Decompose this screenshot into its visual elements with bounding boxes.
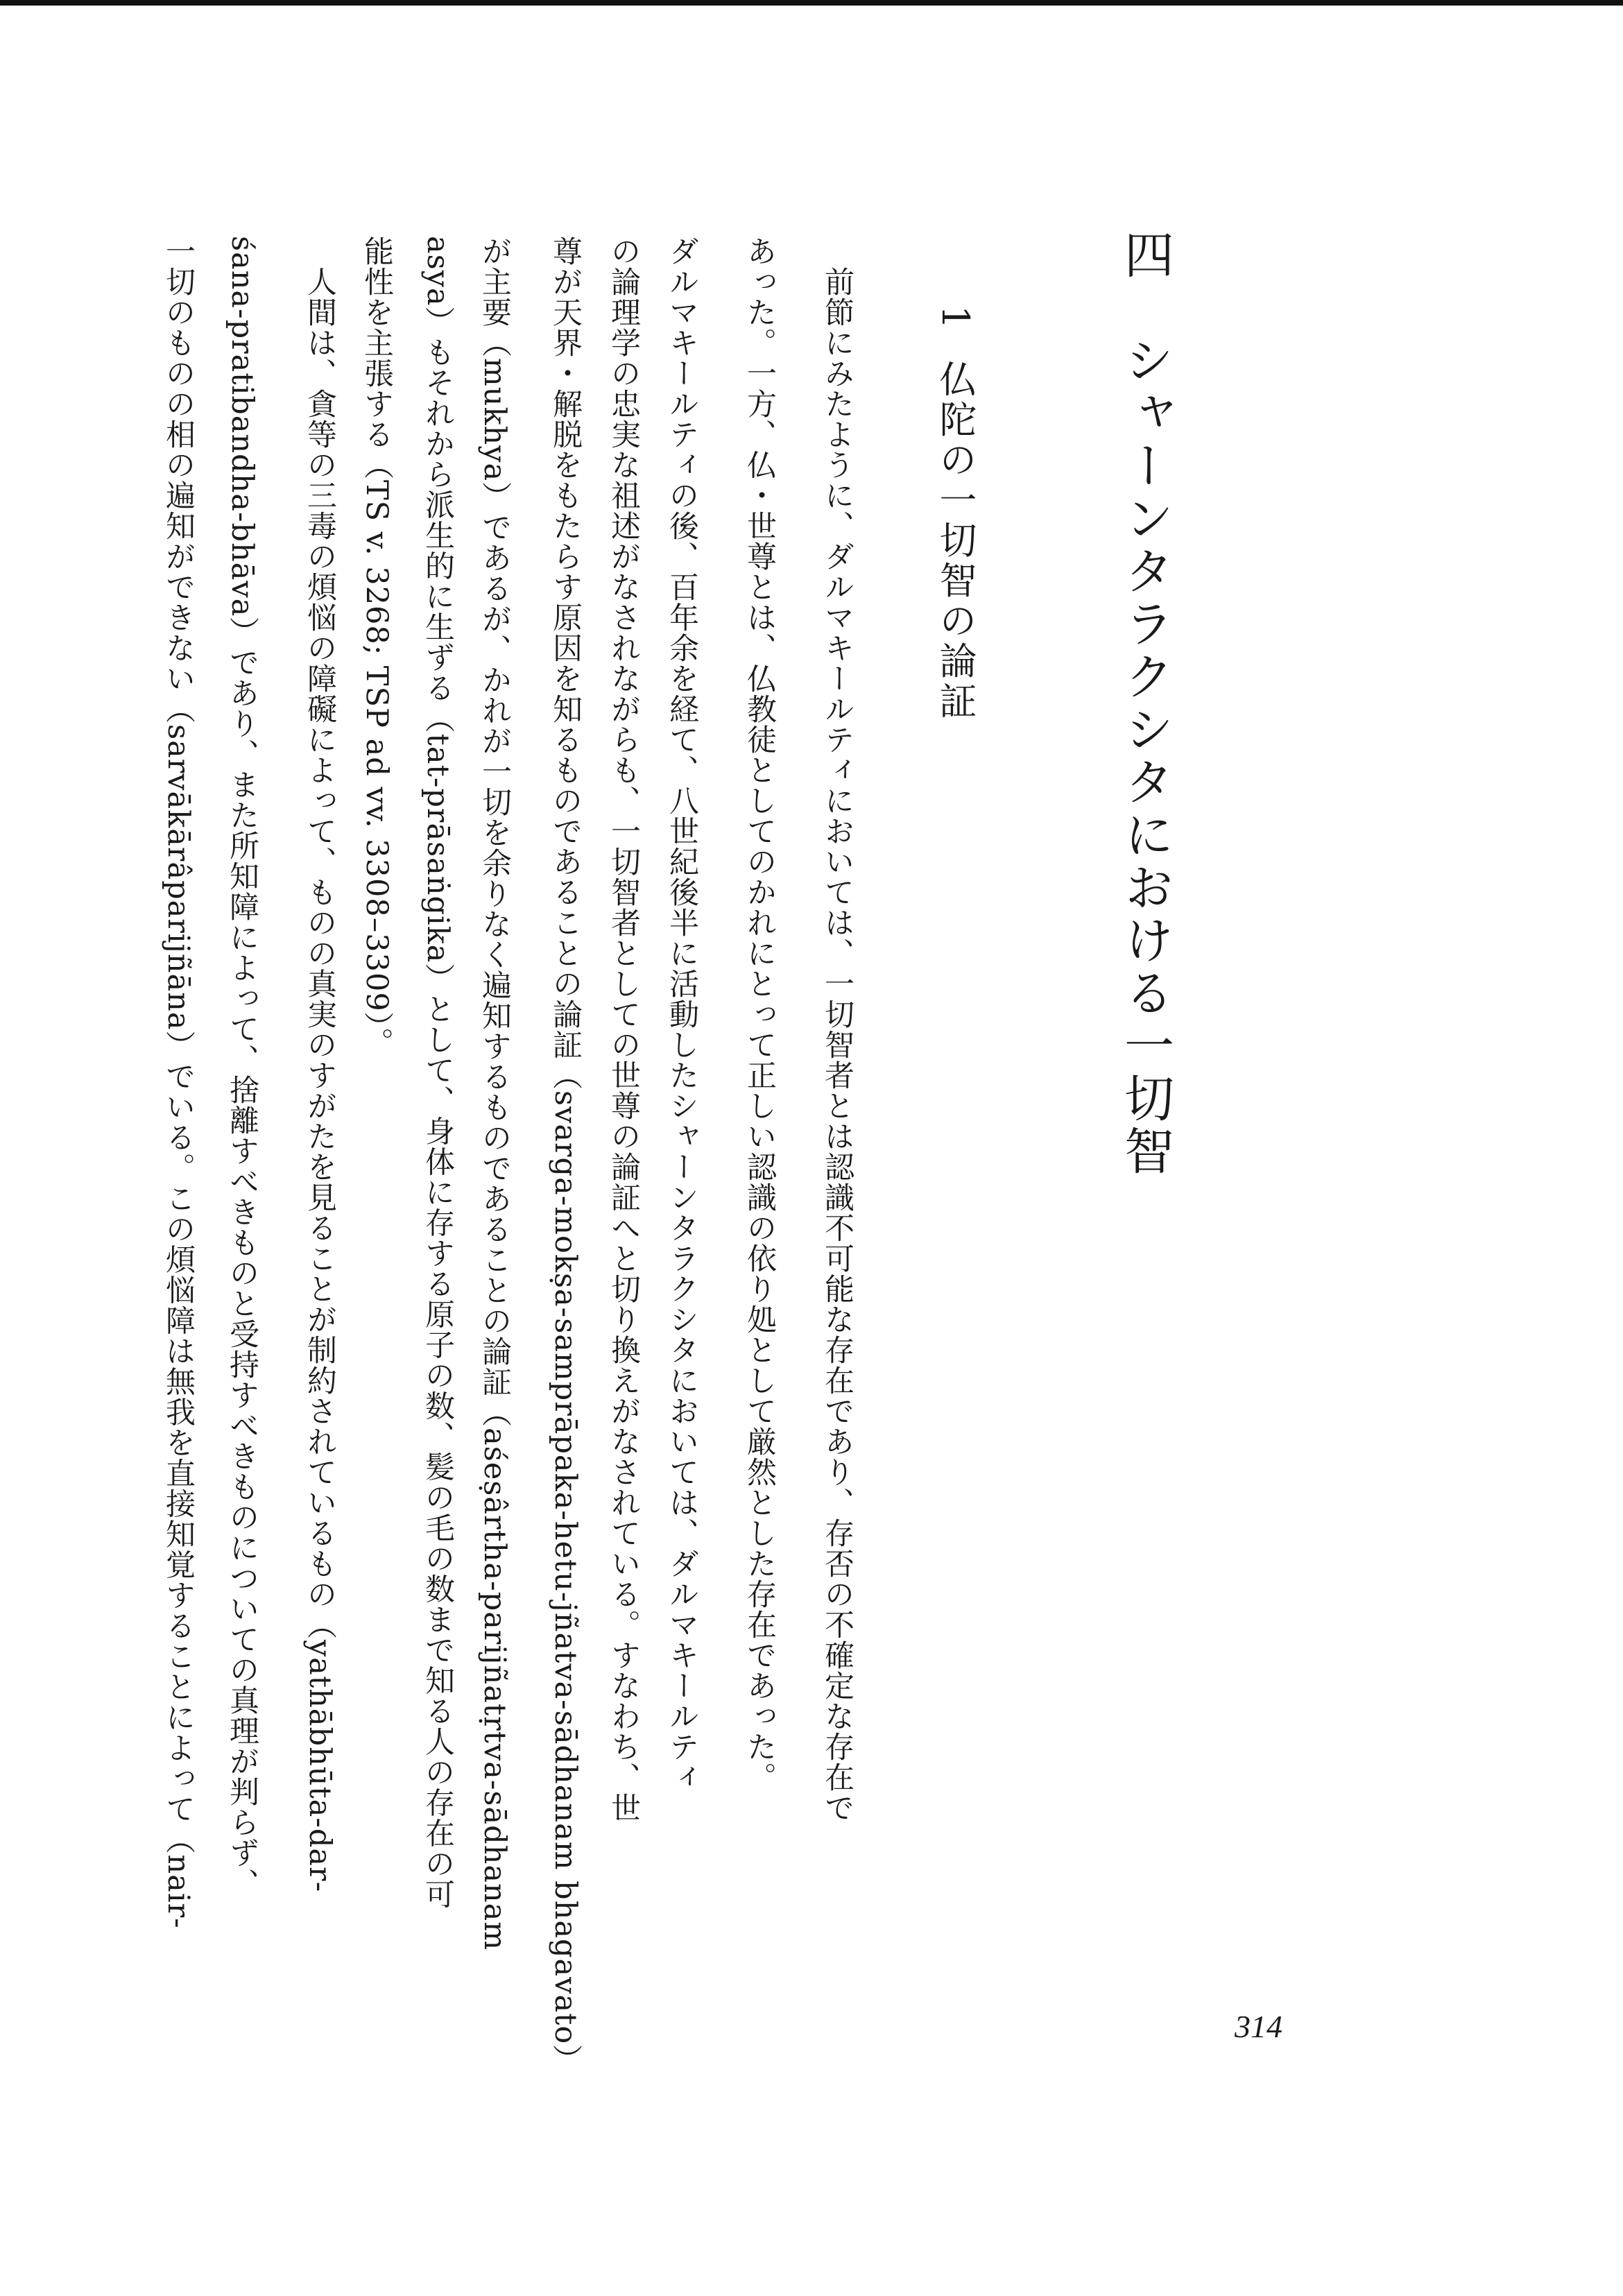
body-line: 人間は、貪等の三毒の煩悩の障礙によって、ものの真実のすがたを見ることが制約されているもの（yathābhūta-dar- xyxy=(302,236,337,1893)
section-heading xyxy=(934,305,977,722)
body-line: が主要（mukhya）であるが、かれが一切を余りなく遍知するものであることの論証（aśeṣârtha-parijñatṛtva-sādhanam xyxy=(477,236,512,1951)
section-title: 仏陀の一切智の論証 xyxy=(934,359,977,722)
body-line: あった。一方、仏・世尊とは、仏教徒としてのかれにとって正しい認識の依り処として厳然とした存在であった。 xyxy=(742,236,777,1792)
body-line: 前節にみたように、ダルマキールティにおいては、一切智者とは認識不可能な存在であり、存否の不確定な存在で xyxy=(820,236,855,1823)
top-border-rule xyxy=(0,0,1623,6)
body-line: śana-pratibandha-bhāva）であり、また所知障によって、捨離すべきものと受持すべきものについての真理が判らず、 xyxy=(225,236,259,1899)
page-number: 314 xyxy=(1235,2009,1282,2044)
section-number: 1 xyxy=(934,305,977,332)
chapter-title: 四 シャーンタラクシタにおける一切智 xyxy=(1116,229,1174,1178)
body-line: 尊が天界・解脱をもたらす原因を知るものであることの論証（svarga-mokṣa-samprāpaka-hetu-jñatva-sādhanam bhagavato） xyxy=(548,236,583,2075)
body-line: の論理学の忠実な祖述がなされながらも、一切智者としての世尊の論証へと切り換えがなされている。すなわち、世 xyxy=(606,236,641,1823)
body-line: 能性を主張する（TS v. 3268; TSP ad vv. 3308–3309）。 xyxy=(359,236,394,1059)
body-line: asya）もそれから派生的に生ずる（tat-prāsaṅgika）として、身体に存する原子の数、髪の毛の数まで知る人の存在の可 xyxy=(420,236,455,1910)
body-line: 一切のものの相の遍知ができない（sarvākārâparijñāna）でいる。この煩悩障は無我を直接知覚することによって（nair- xyxy=(161,236,196,1929)
body-line: ダルマキールティの後、百年余を経て、八世紀後半に活動したシャーンタラクシタにおいては、ダルマキールティ xyxy=(664,236,699,1792)
